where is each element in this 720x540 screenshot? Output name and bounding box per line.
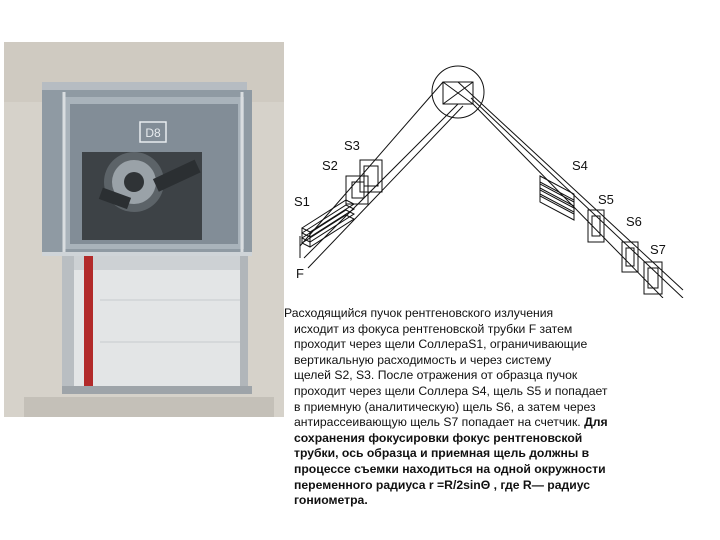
incident-beam-edge [304, 104, 458, 258]
xray-diffractometer-photo-icon [4, 42, 284, 417]
caption-fragment: антирассеивающую щель S7 попадает на счетчик. [294, 415, 581, 430]
label-s1: S1 [294, 194, 310, 209]
caption-line-mixed [284, 415, 694, 431]
label-s5: S5 [598, 192, 614, 207]
diffracted-beam-edge [473, 104, 663, 298]
caption-line-bold: сохранения фокусировки фокус рентгеновской [294, 430, 583, 445]
beam-path-diagram [288, 58, 708, 298]
label-s2: S2 [322, 158, 338, 173]
label-s6: S6 [626, 214, 642, 229]
caption-text [284, 306, 694, 509]
slit-s7 [644, 262, 662, 294]
caption-line: проходит через щели Соллера S4, щель S5 и попадает [294, 383, 608, 398]
sample-circle [432, 66, 484, 118]
caption-line: в приемную (аналитическую) щель S6, а затем через [294, 399, 596, 414]
caption-line-bold: процессе съемки находиться на одной окружности [294, 461, 606, 476]
diffracted-beam-edge [458, 82, 683, 290]
label-s7: S7 [650, 242, 666, 257]
soller-slit-s4 [540, 176, 574, 220]
caption-line: щелей S2, S3. После отражения от образца пучок [294, 368, 578, 383]
caption-line: исходит из фокуса рентгеновской трубки F затем [294, 321, 573, 336]
caption-line-bold: гониометра. [294, 493, 368, 508]
caption-line: вертикальную расходимость и через систему [294, 352, 552, 367]
label-focus: F [296, 266, 304, 281]
caption-line-bold: переменного радиуса r =R/2sinΘ , где R— радиус [294, 477, 590, 492]
diffractometer-photo [4, 42, 284, 417]
caption-line: проходит через щели СоллераS1, ограничивающие [294, 337, 588, 352]
label-s4: S4 [572, 158, 588, 173]
caption-line-bold: трубки, ось образца и приемная щель должны в [294, 446, 590, 461]
photo-badge: D8 [145, 126, 161, 140]
caption-fragment-bold: Для [580, 415, 608, 430]
label-s3: S3 [344, 138, 360, 153]
caption-line: Расходящийся пучок рентгеновского излучения [284, 306, 554, 320]
incident-beam-edge [308, 106, 463, 268]
